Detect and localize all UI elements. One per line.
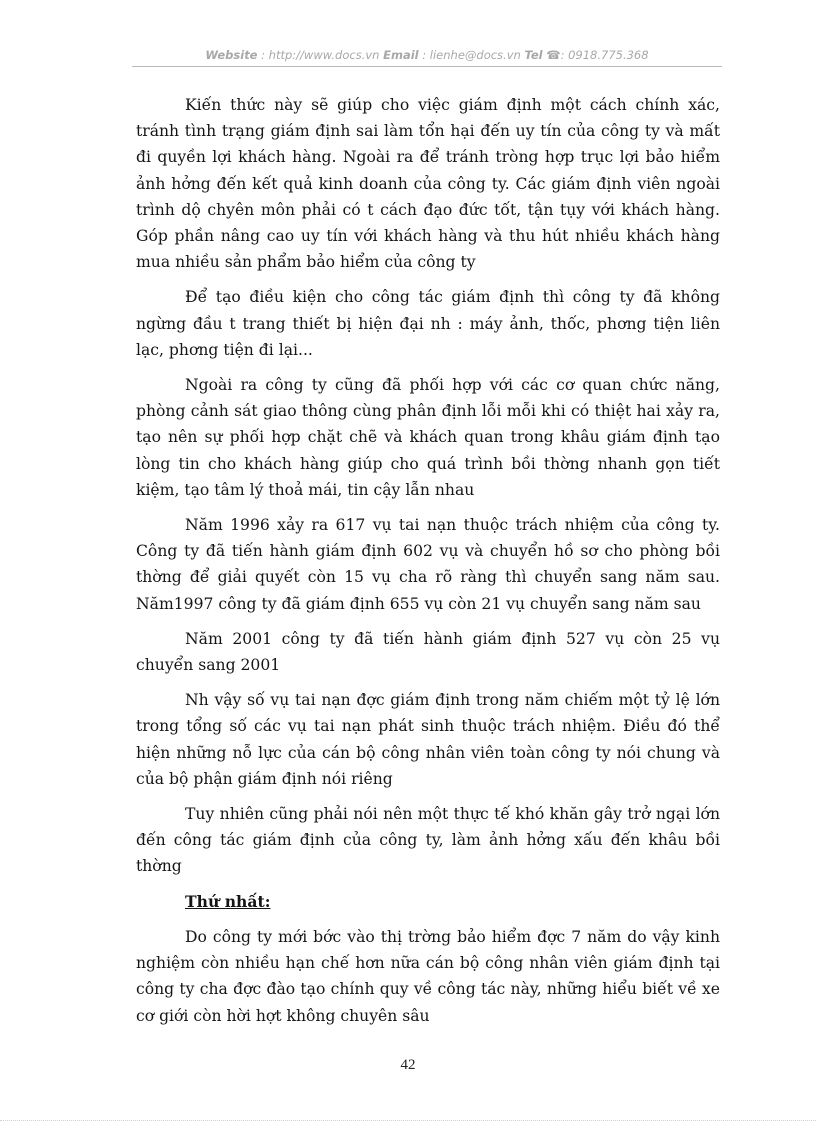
paragraph: Kiến thức này sẽ giúp cho việc giám định một cách chính xác, tránh tình trạng giám định sai làm tổn hại đến uy tín của công ty và mất đi quyền lợi khách hàng. Ngoài ra để tránh tròng hợp trục lợi bảo hiểm ảnh hởng đến kết quả kinh doanh của công ty. Các giám định viên ngoài trình dộ chyên môn phải có t cách đạo đức tốt, tận tụy với khách hàng. Góp phần nâng cao uy tín với khách hàng và thu hút nhiều khách hàng mua nhiều sản phẩm bảo hiểm của công ty [136, 96, 720, 272]
email-label: Email [383, 48, 419, 62]
page-number: 42 [400, 1057, 416, 1073]
website-label: Website [205, 48, 258, 62]
paragraph: Năm 1996 xảy ra 617 vụ tai nạn thuộc trách nhiệm của công ty. Công ty đã tiến hành giám định 602 vụ và chuyển hồ sơ cho phòng bồi thờng để giải quyết còn 15 vụ cha rõ ràng thì chuyển sang năm sau. Năm1997 công ty đã giám định 655 vụ còn 21 vụ chuyển sang năm sau [136, 516, 720, 613]
email-address[interactable]: : lienhe@docs.vn [422, 48, 521, 62]
tel-number: : 0918.775.368 [560, 48, 649, 62]
body-text [136, 92, 720, 1038]
header-divider [132, 66, 722, 67]
page-bottom-border [0, 1120, 816, 1121]
section-heading: Thứ nhất: [185, 891, 271, 911]
website-url[interactable]: : http://www.docs.vn [261, 48, 380, 62]
paragraph: Ngoài ra công ty cũng đã phối hợp với các cơ quan chức năng, phòng cảnh sát giao thông cùng phân định lỗi mỗi khi có thiệt hai xảy ra, tạo nên sự phối hợp chặt chẽ và khách quan trong khâu giám định tạo lòng tin cho khách hàng giúp cho quá trình bồi thờng nhanh gọn tiết kiệm, tạo tâm lý thoả mái, tin cậy lẫn nhau [136, 376, 720, 499]
paragraph: Năm 2001 công ty đã tiến hành giám định 527 vụ còn 25 vụ chuyển sang 2001 [136, 629, 720, 675]
paragraph: Do công ty mới bớc vào thị trờng bảo hiểm đợc 7 năm do vậy kinh nghiệm còn nhiều hạn chế hơn nữa cán bộ công nhân viên giám định tại công ty cha đợc đào tạo chính quy về công tác này, những hiểu biết về xe cơ giới còn hời hợt không chuyên sâu [136, 927, 720, 1025]
phone-icon: ☎ [546, 48, 561, 62]
paragraph: Nh vậy số vụ tai nạn đợc giám định trong năm chiếm một tỷ lệ lớn trong tổng số các vụ tai nạn phát sinh thuộc trách nhiệm. Điều đó thể hiện những nỗ lực của cán bộ công nhân viên toàn công ty nói chung và của bộ phận giám định nói riêng [136, 691, 720, 788]
page-header [132, 48, 722, 62]
paragraph: Để tạo điều kiện cho công tác giám định thì công ty đã không ngừng đầu t trang thiết bị hiện đại nh : máy ảnh, thốc, phơng tiện liên lạc, phơng tiện đi lại... [136, 288, 720, 359]
paragraph: Tuy nhiên cũng phải nói nên một thực tế khó khăn gây trở ngại lớn đến công tác giám định của công ty, làm ảnh hởng xấu đến khâu bồi thờng [136, 805, 720, 876]
tel-label: Tel [524, 48, 543, 62]
